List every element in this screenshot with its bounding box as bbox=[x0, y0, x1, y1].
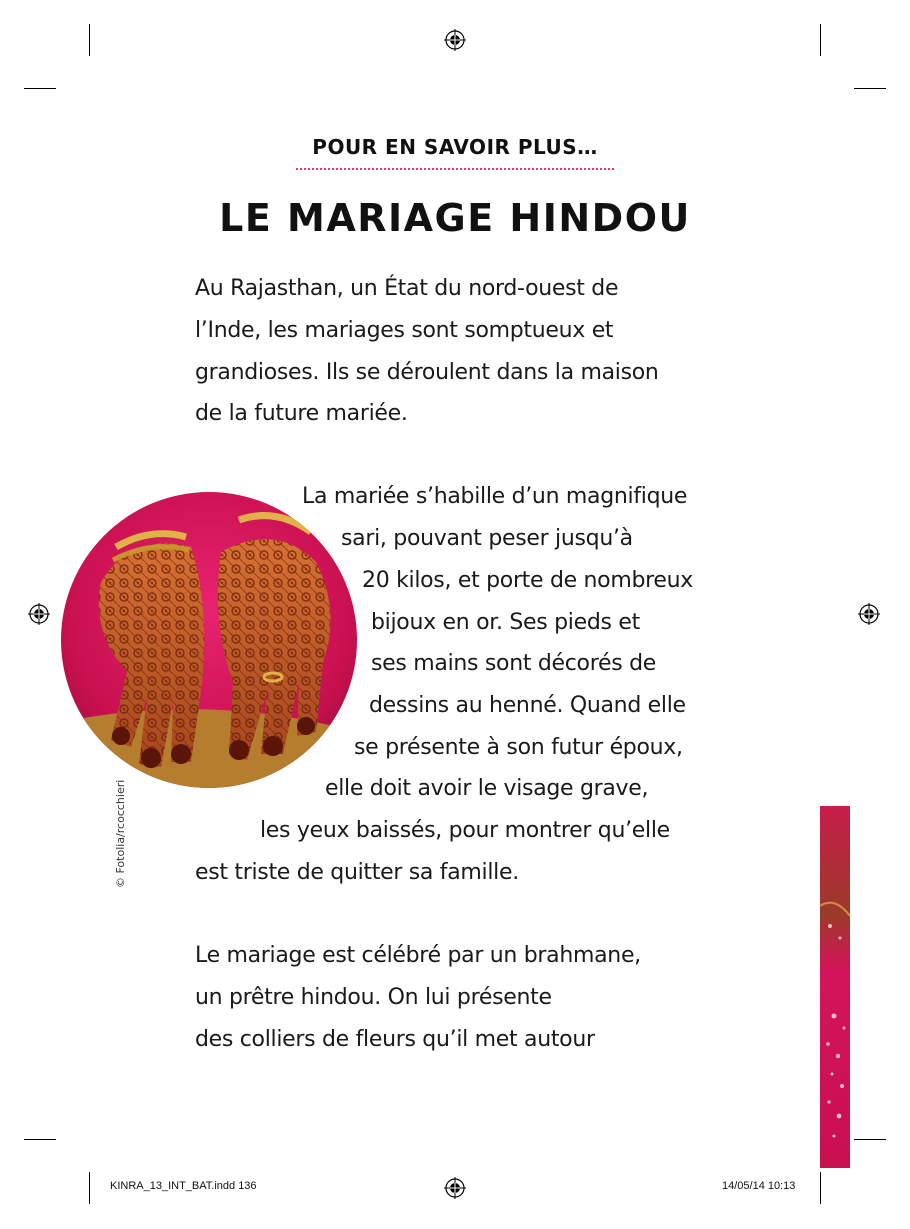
crop-mark-bottom-right-v bbox=[820, 1172, 821, 1204]
paragraph-3-line: Le mariage est célébré par un brahmane, bbox=[195, 943, 641, 968]
paragraph-2-line: les yeux baissés, pour montrer qu’elle bbox=[260, 818, 670, 843]
crop-mark-top-right-h bbox=[854, 88, 886, 89]
paragraph-3-line: des colliers de fleurs qu’il met autour bbox=[195, 1027, 595, 1052]
crop-mark-bottom-left-h bbox=[24, 1139, 56, 1140]
paragraph-2-line: est triste de quitter sa famille. bbox=[195, 860, 519, 885]
paragraph-1-line: grandioses. Ils se déroulent dans la maison bbox=[195, 360, 659, 385]
footer-date: 14/05/14 10:13 bbox=[722, 1180, 796, 1192]
crop-mark-top-left-v bbox=[89, 24, 90, 56]
paragraph-2-line: se présente à son futur époux, bbox=[354, 735, 683, 760]
paragraph-3-line: un prêtre hindou. On lui présente bbox=[195, 985, 552, 1010]
section-kicker: POUR EN SAVOIR PLUS… bbox=[312, 135, 598, 159]
paragraph-2-line: bijoux en or. Ses pieds et bbox=[371, 610, 640, 635]
paragraph-2-line: sari, pouvant peser jusqu’à bbox=[341, 526, 633, 551]
crop-mark-bottom-right-h bbox=[854, 1139, 886, 1140]
paragraph-2-line: 20 kilos, et porte de nombreux bbox=[362, 568, 693, 593]
paragraph-1-line: l’Inde, les mariages sont somptueux et bbox=[195, 318, 614, 343]
paragraph-2-line: dessins au henné. Quand elle bbox=[369, 693, 686, 718]
photo-credit: © Fotolia/rcocchieri bbox=[114, 779, 127, 888]
henna-hands-photo bbox=[61, 492, 357, 788]
registration-target-icon bbox=[444, 29, 466, 51]
paragraph-2-line: elle doit avoir le visage grave, bbox=[325, 776, 649, 801]
crop-mark-top-right-v bbox=[820, 24, 821, 56]
footer-file-info: KINRA_13_INT_BAT.indd 136 bbox=[110, 1180, 257, 1192]
registration-target-icon bbox=[444, 1177, 466, 1199]
page-title: LE MARIAGE HINDOU bbox=[219, 196, 691, 240]
paragraph-1-line: Au Rajasthan, un État du nord-ouest de bbox=[195, 276, 619, 301]
paragraph-2-line: ses mains sont décorés de bbox=[371, 651, 656, 676]
decorative-edge-strip bbox=[820, 806, 850, 1168]
paragraph-2-line: La mariée s’habille d’un magnifique bbox=[302, 484, 688, 509]
crop-mark-top-left-h bbox=[24, 88, 56, 89]
registration-target-icon bbox=[28, 603, 50, 625]
registration-target-icon bbox=[858, 603, 880, 625]
crop-mark-bottom-left-v bbox=[89, 1172, 90, 1204]
kicker-dotted-rule bbox=[296, 168, 614, 170]
paragraph-1-line: de la future mariée. bbox=[195, 401, 408, 426]
